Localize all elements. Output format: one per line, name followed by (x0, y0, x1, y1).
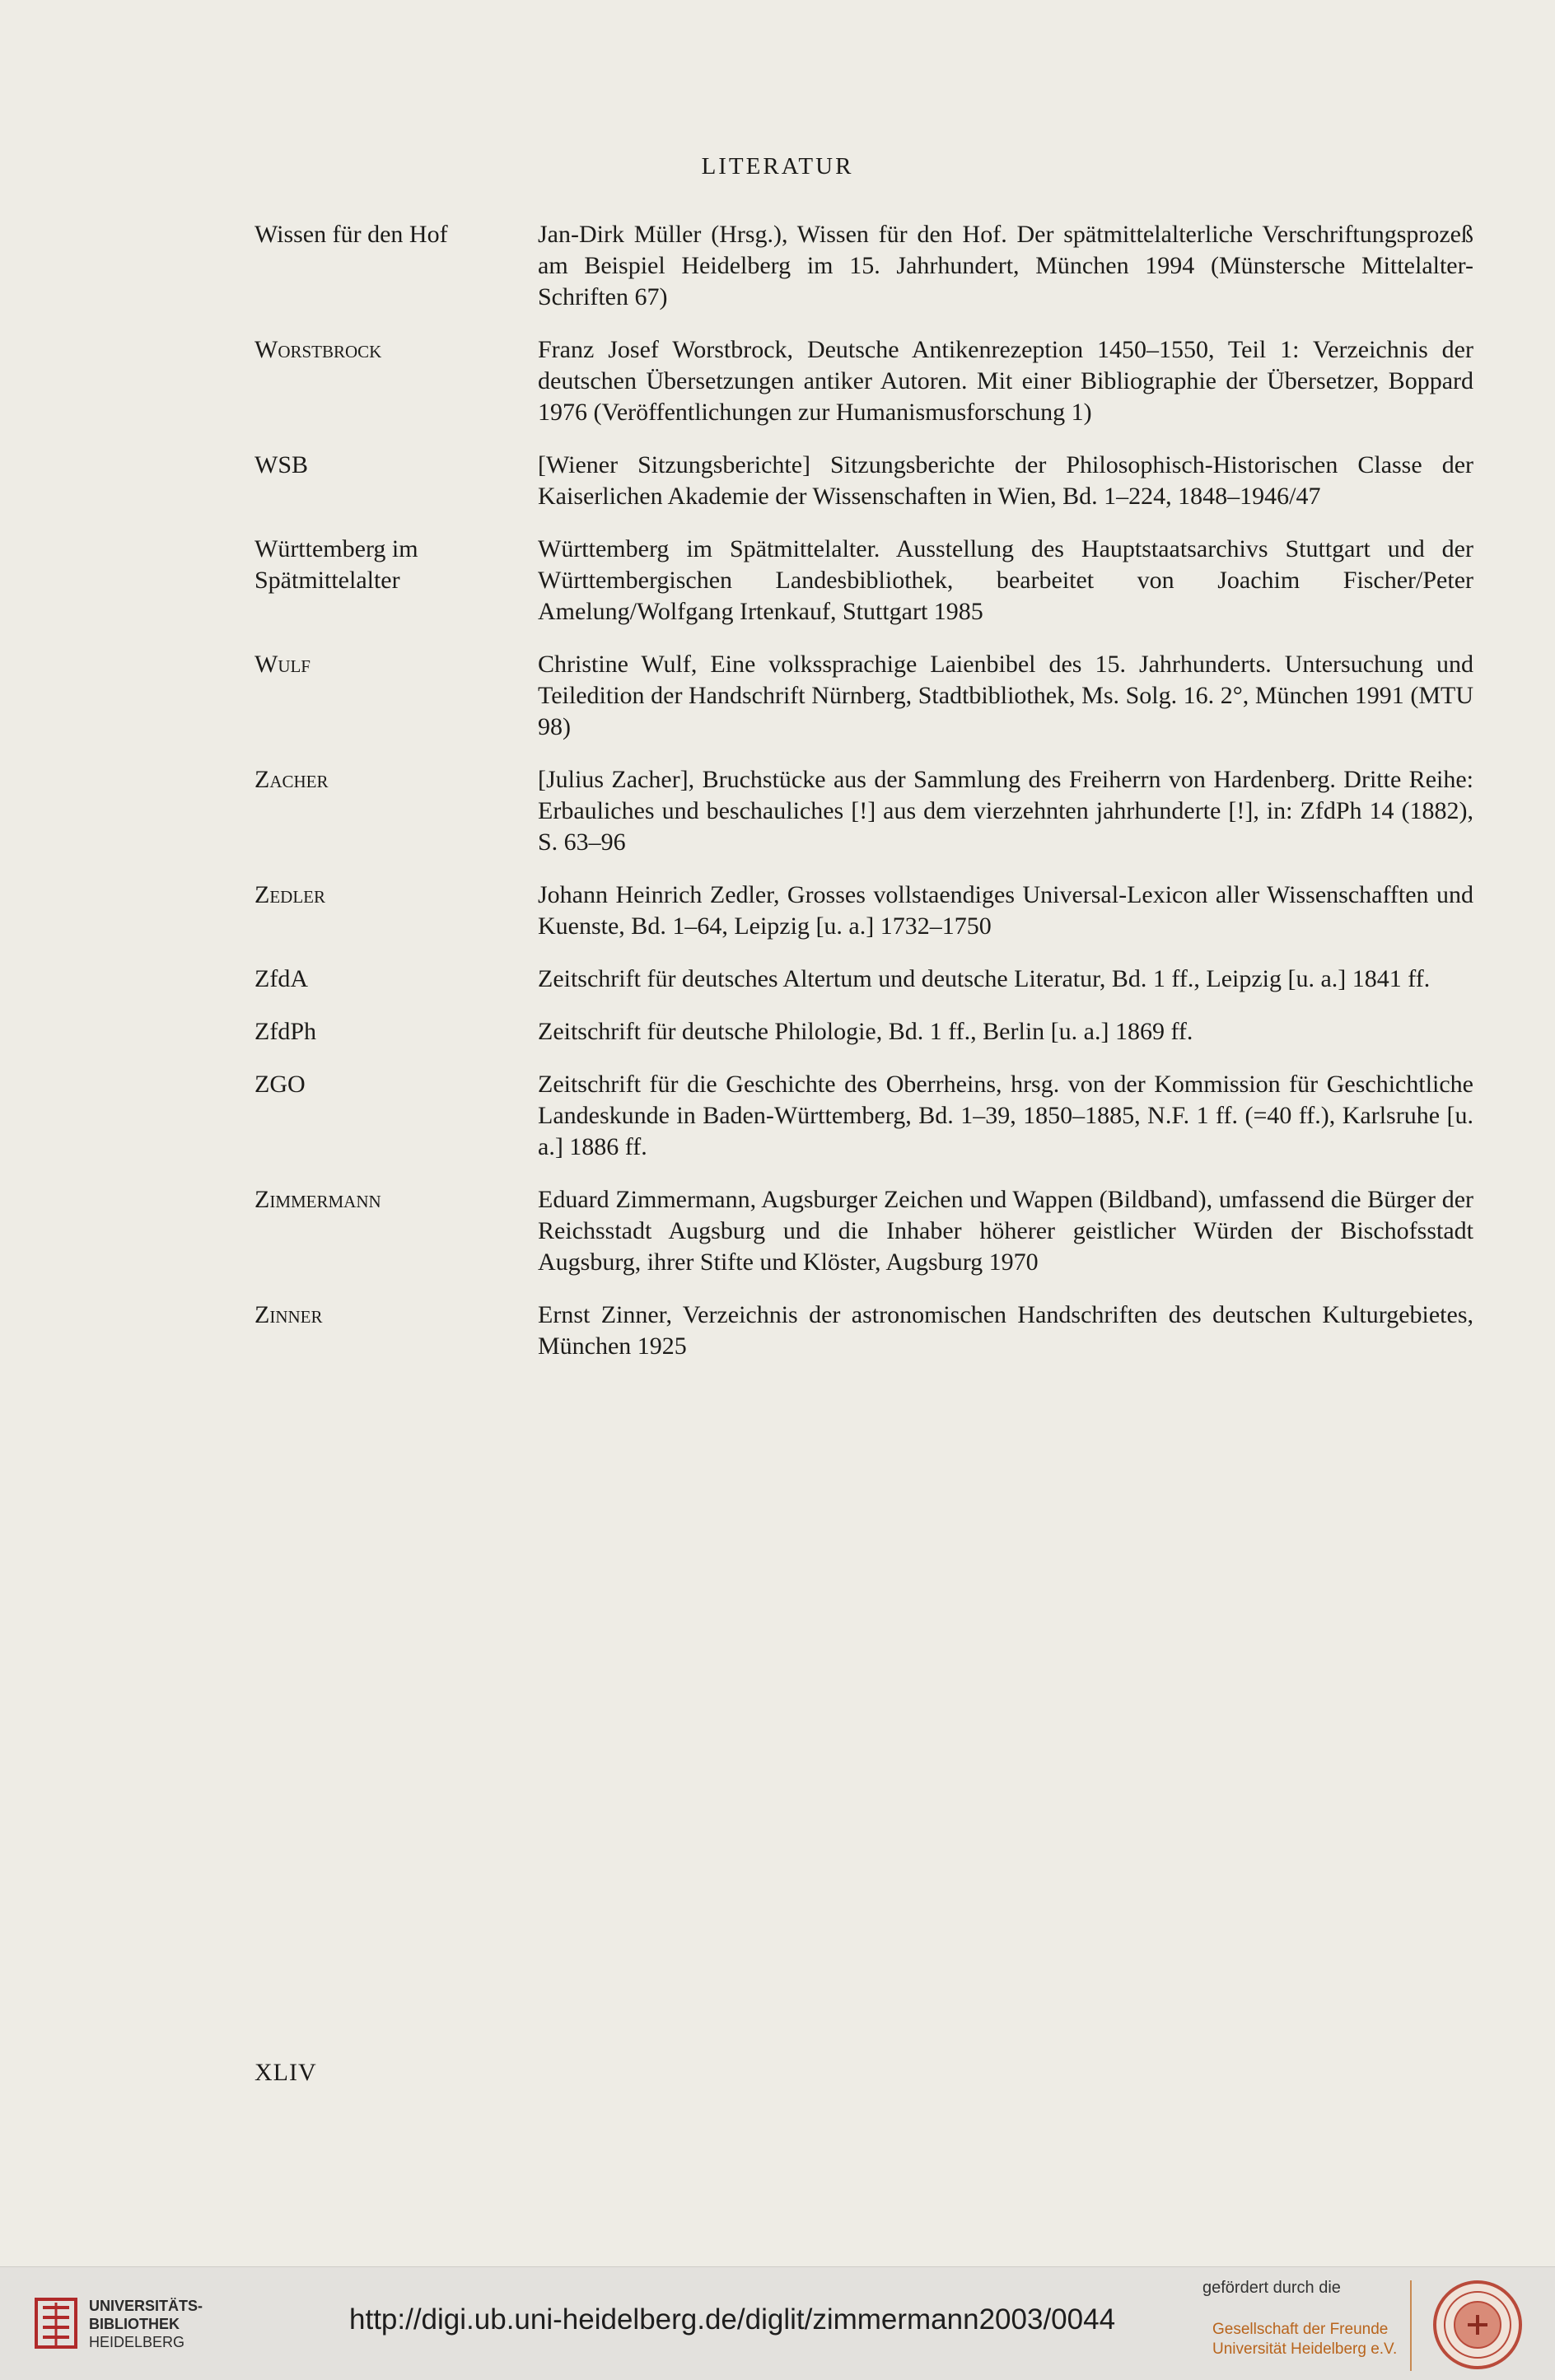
permalink-url[interactable]: http://digi.ub.uni-heidelberg.de/diglit/zimmermann2003/0044 (349, 2303, 1116, 2336)
society-name[interactable] (1212, 2320, 1397, 2359)
entry-siglum: Zinner (254, 1301, 323, 1328)
entry-text: [Wiener Sitzungsberichte] Sitzungsberichte der Philosophisch-Historischen Classe der Kaiserlichen Akademie der Wissenschaften in Wien, Bd. 1–224, 1848–1946/47 (538, 451, 1473, 510)
entry-siglum: Worstbrock (254, 336, 382, 363)
society-line-2: Universität Heidelberg e.V. (1212, 2340, 1398, 2358)
bib-entry (254, 334, 1473, 428)
library-line-1: UNIVERSITÄTS- (89, 2298, 203, 2314)
bib-entry (254, 1016, 1473, 1048)
entry-text: Franz Josef Worstbrock, Deutsche Antikenrezeption 1450–1550, Teil 1: Verzeichnis der deutschen Übersetzungen antiker Autoren. Mit einer Bibliographie der Übersetzer, Boppard 1976 (Veröffentlichungen zur Humanismusforschung 1) (538, 336, 1473, 426)
entry-text: Jan-Dirk Müller (Hrsg.), Wissen für den Hof. Der spätmittelalterliche Verschriftungsprozeß am Beispiel Heidelberg im 15. Jahrhundert, München 1994 (Münstersche Mittelalter-Schriften 67) (538, 221, 1473, 310)
entry-siglum: WSB (254, 451, 309, 478)
bib-entry (254, 534, 1473, 628)
bib-entry (254, 764, 1473, 858)
entry-text: Ernst Zinner, Verzeichnis der astronomischen Handschriften des deutschen Kulturgebietes, München 1925 (538, 1301, 1473, 1360)
entry-text: Christine Wulf, Eine volkssprachige Laienbibel des 15. Jahrhunderts. Untersuchung und Teiledition der Handschrift Nürnberg, Stadtbibliothek, Ms. Solg. 16. 2°, München 1991 (MTU 98) (538, 651, 1473, 740)
entry-text: Eduard Zimmermann, Augsburger Zeichen und Wappen (Bildband), umfassend die Bürger der Reichsstadt Augsburg und die Inhaber höherer geistlicher Würden der Bischofsstadt Augsburg, ihrer Stifte und Klöster, Augsburg 1970 (538, 1186, 1473, 1276)
entry-text: Zeitschrift für die Geschichte des Oberrheins, hrsg. von der Kommission für Geschichtliche Landeskunde in Baden-Württemberg, Bd. 1–39, 1850–1885, N.F. 1 ff. (=40 ff.), Karlsruhe [u. a.] 1886 ff. (538, 1071, 1473, 1160)
entry-siglum: Wulf (254, 651, 311, 678)
library-name (89, 2297, 203, 2351)
entry-siglum: Zacher (254, 766, 329, 793)
bib-entry (254, 649, 1473, 743)
footer-divider (1410, 2280, 1412, 2371)
digitization-footer (0, 2266, 1555, 2380)
bib-entry (254, 219, 1473, 313)
society-line-1: Gesellschaft der Freunde (1212, 2321, 1389, 2338)
library-logo-icon[interactable] (33, 2296, 79, 2354)
page-number: XLIV (254, 2059, 317, 2086)
bib-entry (254, 1069, 1473, 1163)
entry-text: Zeitschrift für deutsches Altertum und deutsche Literatur, Bd. 1 ff., Leipzig [u. a.] 1841 ff. (538, 965, 1431, 992)
bibliography-list (254, 219, 1473, 1384)
library-line-2: BIBLIOTHEK (89, 2316, 180, 2332)
bib-entry (254, 1300, 1473, 1362)
funded-by-label: gefördert durch die (1202, 2279, 1341, 2297)
entry-siglum: ZfdPh (254, 1018, 316, 1045)
bib-entry (254, 964, 1473, 995)
library-line-3: HEIDELBERG (89, 2334, 185, 2350)
entry-siglum: ZfdA (254, 965, 308, 992)
entry-text: Württemberg im Spätmittelalter. Ausstellung des Hauptstaatsarchivs Stuttgart und der Württembergischen Landesbibliothek, bearbeitet von Joachim Fischer/Peter Amelung/Wolfgang Irtenkauf, Stuttgart 1985 (538, 535, 1473, 625)
entry-siglum: Württemberg im Spätmittelalter (254, 535, 418, 594)
entry-text: Johann Heinrich Zedler, Grosses vollstaendiges Universal-Lexicon aller Wissenschafften und Kuenste, Bd. 1–64, Leipzig [u. a.] 1732–1750 (538, 881, 1473, 940)
entry-siglum: Zedler (254, 881, 325, 908)
entry-siglum: Wissen für den Hof (254, 221, 448, 248)
entry-text: [Julius Zacher], Bruchstücke aus der Sammlung des Freiherrn von Hardenberg. Dritte Reihe: Erbauliches und beschauliches [!] aus dem vierzehnten jahrhunderte [!], in: ZfdPh 14 (1882), S. 63–96 (538, 766, 1473, 856)
bib-entry (254, 880, 1473, 942)
bib-entry (254, 1184, 1473, 1278)
university-seal-icon[interactable] (1431, 2279, 1524, 2375)
entry-siglum: ZGO (254, 1071, 306, 1098)
bib-entry (254, 450, 1473, 512)
running-head: LITERATUR (701, 153, 854, 180)
entry-siglum: Zimmermann (254, 1186, 381, 1213)
entry-text: Zeitschrift für deutsche Philologie, Bd. 1 ff., Berlin [u. a.] 1869 ff. (538, 1018, 1193, 1045)
